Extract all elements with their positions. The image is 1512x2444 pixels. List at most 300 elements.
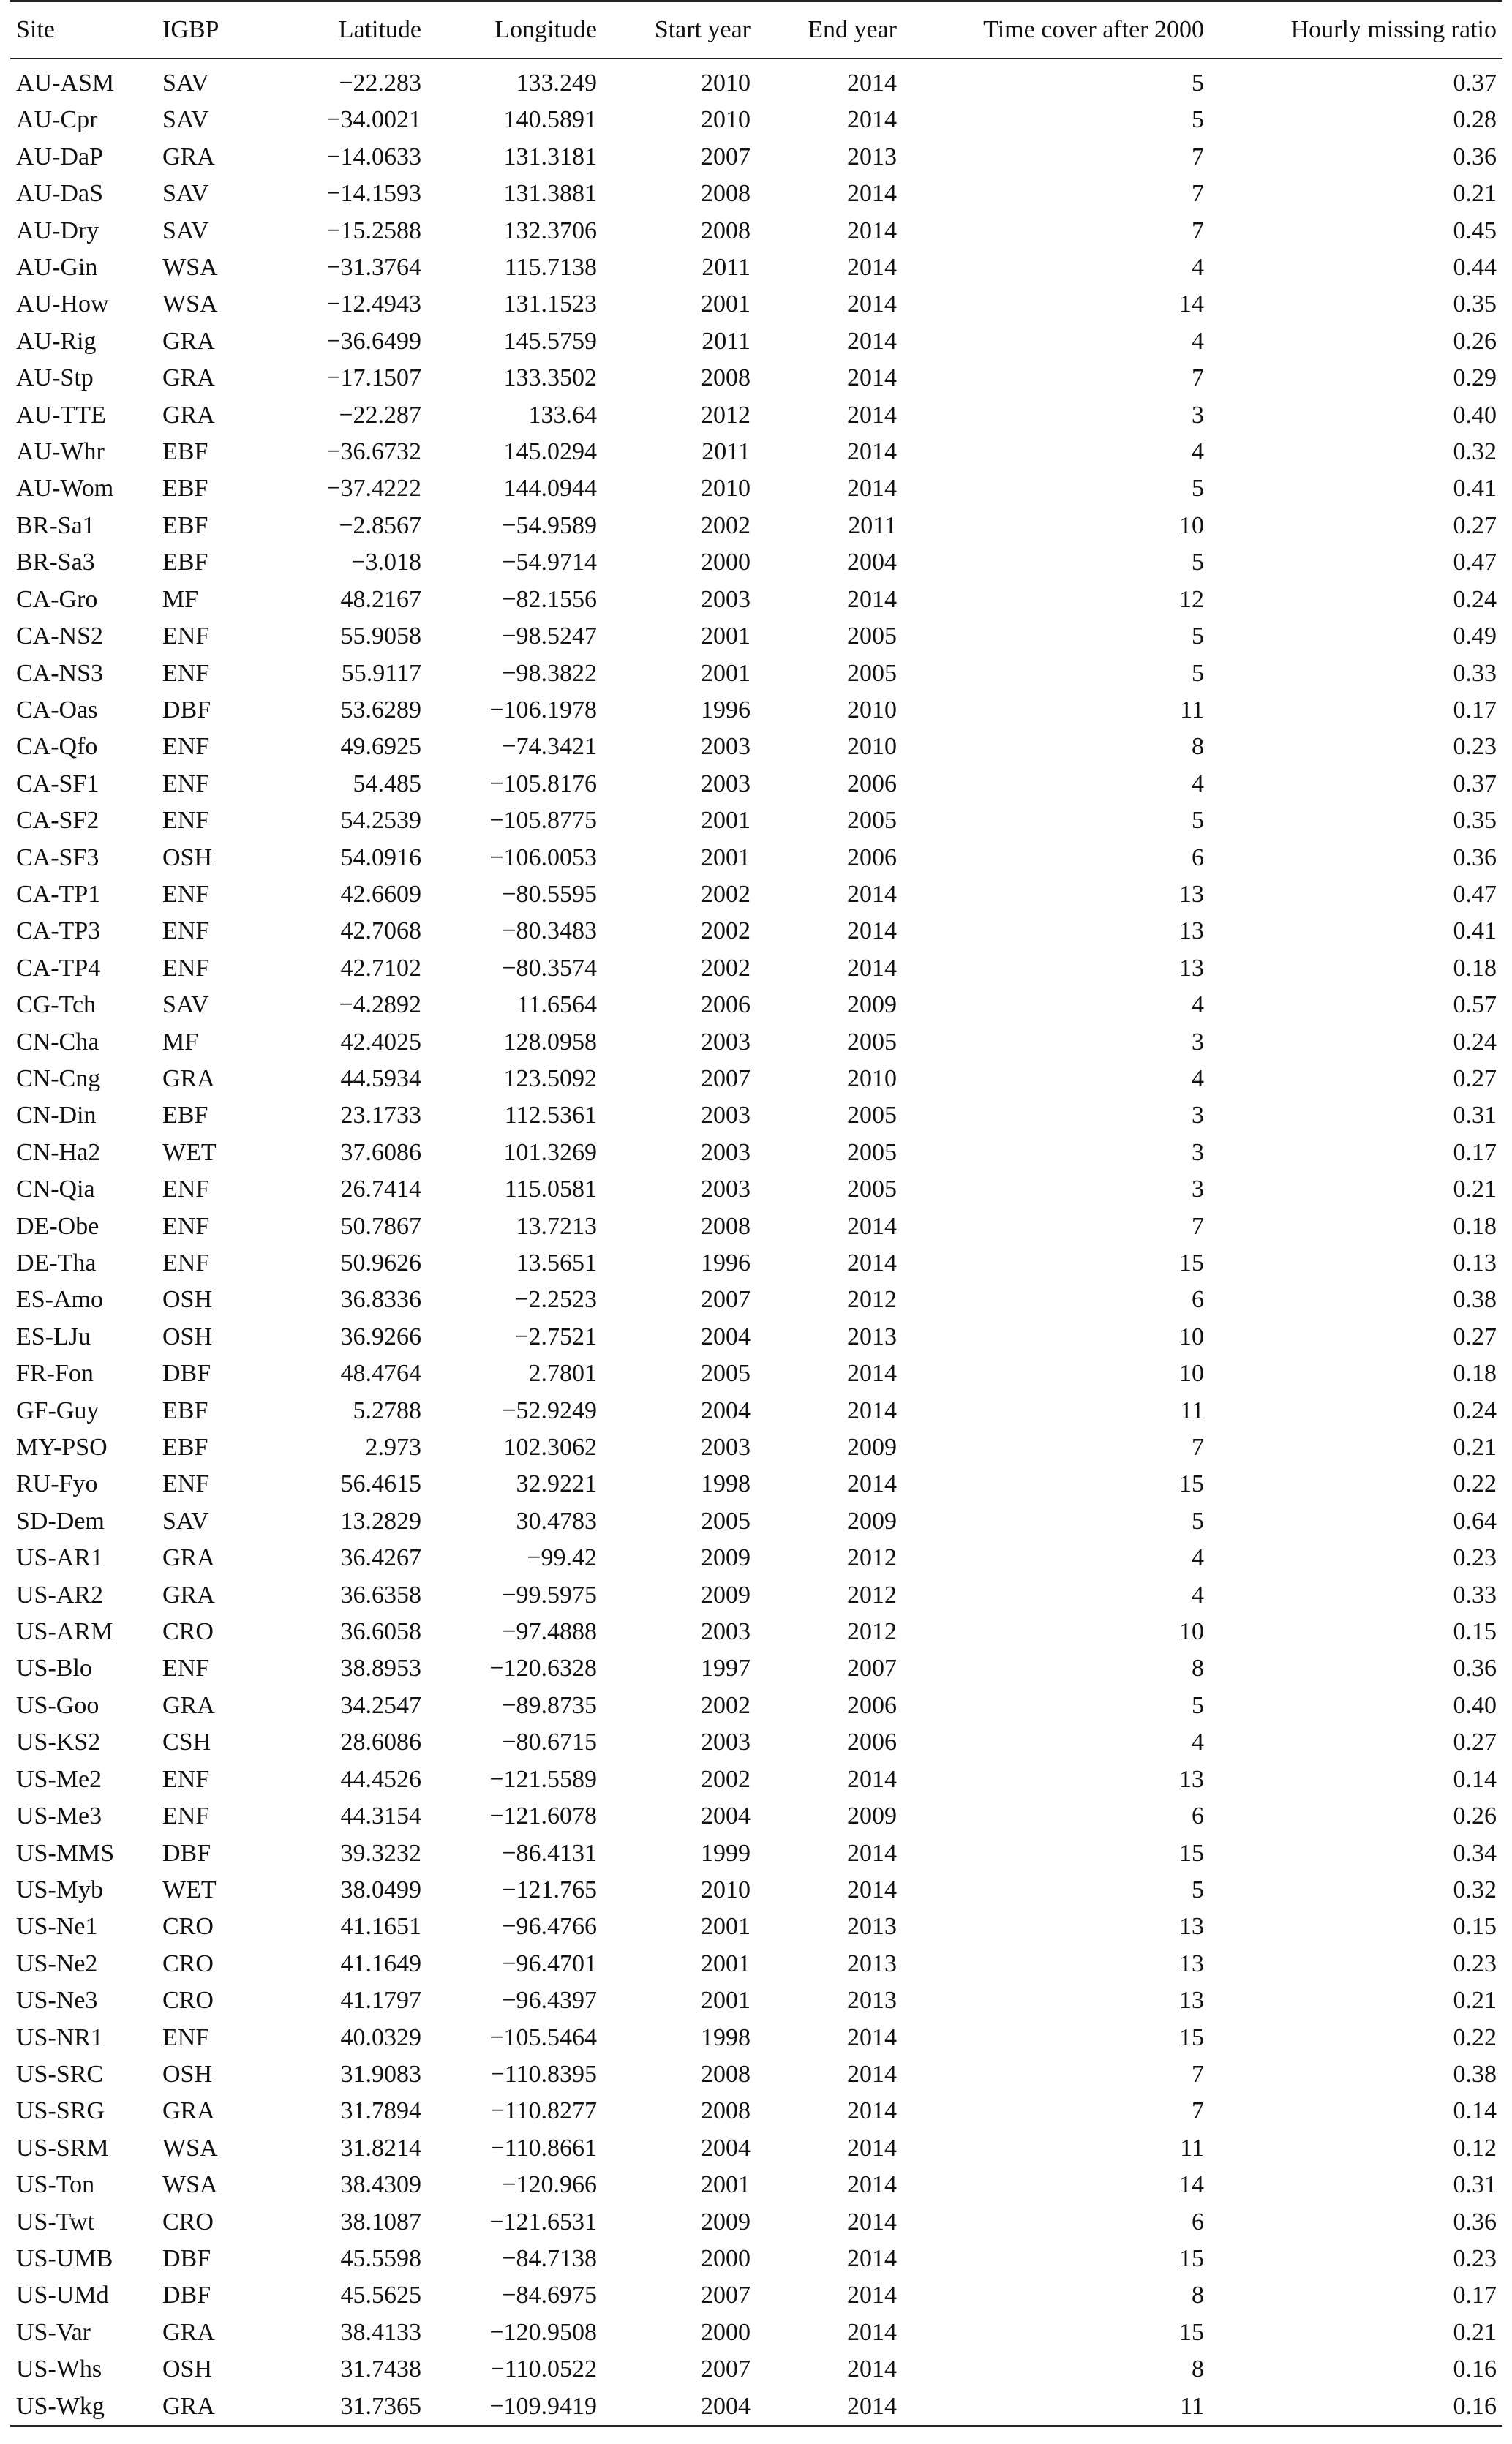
cell-latitude: 56.4615 <box>340 1470 421 1498</box>
cell-longitude: 131.1523 <box>503 290 597 318</box>
table-row <box>10 213 1502 249</box>
cell-hourly-missing: 0.23 <box>1453 2244 1497 2272</box>
table-row <box>10 913 1502 950</box>
cell-hourly-missing: 0.17 <box>1453 696 1497 723</box>
cell-time-cover: 15 <box>1179 2244 1204 2272</box>
cell-hourly-missing: 0.22 <box>1453 2023 1497 2051</box>
cell-time-cover: 5 <box>1192 623 1204 650</box>
cell-start-year: 2007 <box>701 143 751 170</box>
cell-start-year: 2008 <box>701 217 751 244</box>
cell-time-cover: 5 <box>1192 69 1204 97</box>
table-row <box>10 1798 1502 1835</box>
cell-hourly-missing: 0.24 <box>1453 585 1497 613</box>
cell-end-year: 2014 <box>847 475 897 503</box>
cell-latitude: 50.7867 <box>340 1212 421 1240</box>
cell-time-cover: 5 <box>1192 549 1204 576</box>
cell-longitude: −121.5589 <box>489 1765 597 1793</box>
cell-igbp: CRO <box>162 1949 214 1977</box>
cell-time-cover: 13 <box>1179 954 1204 982</box>
cell-longitude: −105.8775 <box>489 807 597 835</box>
cell-start-year: 2001 <box>701 659 751 687</box>
cell-hourly-missing: 0.32 <box>1453 438 1497 466</box>
cell-longitude: −105.8176 <box>489 770 597 797</box>
cell-latitude: −34.0021 <box>326 106 421 134</box>
cell-time-cover: 6 <box>1192 843 1204 871</box>
cell-time-cover: 11 <box>1180 2134 1204 2162</box>
cell-longitude: −98.5247 <box>502 623 597 650</box>
cell-latitude: 38.4309 <box>340 2171 421 2199</box>
cell-end-year: 2014 <box>847 106 897 134</box>
cell-start-year: 2002 <box>701 917 751 945</box>
cell-time-cover: 7 <box>1192 217 1204 244</box>
cell-hourly-missing: 0.18 <box>1453 1360 1497 1388</box>
cell-start-year: 2000 <box>701 2318 751 2346</box>
cell-start-year: 2011 <box>702 327 751 355</box>
cell-end-year: 2014 <box>847 2097 897 2125</box>
table-row <box>10 1835 1502 1872</box>
table-row <box>10 1909 1502 1945</box>
cell-hourly-missing: 0.26 <box>1453 1802 1497 1830</box>
cell-start-year: 2002 <box>701 880 751 908</box>
cell-time-cover: 4 <box>1192 1064 1204 1092</box>
cell-latitude: 28.6086 <box>340 1729 421 1756</box>
cell-longitude: −52.9249 <box>502 1396 597 1424</box>
cell-end-year: 2005 <box>847 1102 897 1129</box>
cell-longitude: −96.4766 <box>502 1913 597 1941</box>
header-longitude: Longitude <box>427 1 603 59</box>
cell-start-year: 2010 <box>701 1876 751 1903</box>
cell-igbp: OSH <box>162 2060 213 2088</box>
cell-longitude: 115.0581 <box>504 1176 597 1203</box>
cell-hourly-missing: 0.38 <box>1453 2060 1497 2088</box>
cell-igbp: DBF <box>162 1839 211 1867</box>
cell-hourly-missing: 0.37 <box>1453 69 1497 97</box>
cell-igbp: OSH <box>162 1286 213 1314</box>
cell-end-year: 2006 <box>847 1729 897 1756</box>
cell-igbp: DBF <box>162 2282 211 2309</box>
cell-hourly-missing: 0.33 <box>1453 1581 1497 1609</box>
cell-start-year: 2004 <box>701 1396 751 1424</box>
cell-latitude: −3.018 <box>351 549 421 576</box>
cell-site: US-Myb <box>16 1876 104 1903</box>
cell-hourly-missing: 0.18 <box>1453 954 1497 982</box>
cell-start-year: 2004 <box>603 2388 756 2426</box>
cell-site: AU-Stp <box>16 364 94 392</box>
cell-end-year: 2014 <box>847 2023 897 2051</box>
cell-longitude: −84.6975 <box>502 2282 597 2309</box>
cell-time-cover: 5 <box>1192 1507 1204 1535</box>
cell-longitude: 145.5759 <box>503 327 597 355</box>
table-row <box>10 1946 1502 1982</box>
table-row <box>10 1650 1502 1687</box>
cell-time-cover: 4 <box>1192 327 1204 355</box>
cell-end-year: 2013 <box>847 143 897 170</box>
cell-site: AU-Gin <box>16 254 98 282</box>
cell-longitude: −110.8277 <box>490 2097 597 2125</box>
cell-start-year: 1998 <box>701 1470 751 1498</box>
cell-time-cover: 4 <box>1192 254 1204 282</box>
cell-latitude: 42.7102 <box>340 954 421 982</box>
table-row <box>10 876 1502 913</box>
cell-hourly-missing: 0.31 <box>1453 2171 1497 2199</box>
cell-latitude: 45.5625 <box>340 2282 421 2309</box>
cell-time-cover: 11 <box>1180 1396 1204 1424</box>
cell-latitude: 2.973 <box>365 1434 421 1462</box>
cell-latitude: 37.6086 <box>340 1138 421 1166</box>
cell-longitude: 133.3502 <box>503 364 597 392</box>
table-row <box>10 176 1502 212</box>
table-row <box>10 544 1502 581</box>
cell-start-year: 2007 <box>701 1286 751 1314</box>
cell-igbp: GRA <box>162 2318 215 2346</box>
cell-site: BR-Sa1 <box>16 511 95 539</box>
cell-latitude: 48.4764 <box>340 1360 421 1388</box>
cell-site: US-Whs <box>16 2355 102 2383</box>
cell-igbp: OSH <box>162 1323 213 1350</box>
cell-igbp: ENF <box>162 659 210 687</box>
cell-start-year: 2001 <box>701 807 751 835</box>
table-row <box>10 1393 1502 1429</box>
cell-time-cover: 4 <box>1192 1544 1204 1572</box>
cell-site: ES-Amo <box>16 1286 103 1314</box>
cell-start-year: 2010 <box>701 69 751 97</box>
cell-latitude: 39.3232 <box>340 1839 421 1867</box>
cell-latitude: 36.9266 <box>340 1323 421 1350</box>
cell-time-cover: 15 <box>1179 2023 1204 2051</box>
table-row <box>10 729 1502 765</box>
cell-longitude: 115.7138 <box>504 254 597 282</box>
cell-latitude: 31.7365 <box>237 2388 427 2426</box>
cell-end-year: 2014 <box>847 954 897 982</box>
cell-site: CA-TP3 <box>16 917 101 945</box>
cell-igbp: EBF <box>162 1396 208 1424</box>
cell-hourly-missing: 0.21 <box>1453 1987 1497 2015</box>
cell-igbp: ENF <box>162 1765 210 1793</box>
cell-latitude: 48.2167 <box>340 585 421 613</box>
cell-igbp: OSH <box>162 843 213 871</box>
cell-start-year: 2005 <box>701 1507 751 1535</box>
cell-igbp: ENF <box>162 1655 210 1682</box>
cell-hourly-missing: 0.37 <box>1453 770 1497 797</box>
cell-time-cover: 4 <box>1192 1581 1204 1609</box>
cell-start-year: 2004 <box>701 1323 751 1350</box>
table-row <box>10 618 1502 655</box>
cell-start-year: 2001 <box>701 1913 751 1941</box>
cell-site: US-ARM <box>16 1618 113 1646</box>
cell-longitude: 30.4783 <box>516 1507 597 1535</box>
cell-latitude: −14.0633 <box>326 143 421 170</box>
cell-start-year: 2003 <box>701 1028 751 1056</box>
table-row <box>10 2020 1502 2056</box>
table-row <box>10 692 1502 729</box>
cell-hourly-missing: 0.22 <box>1453 1470 1497 1498</box>
cell-end-year: 2014 <box>847 364 897 392</box>
cell-time-cover: 3 <box>1192 1102 1204 1129</box>
table-row <box>10 1688 1502 1724</box>
cell-hourly-missing: 0.13 <box>1453 1249 1497 1276</box>
cell-end-year: 2014 <box>847 290 897 318</box>
cell-igbp: ENF <box>162 1802 210 1830</box>
cell-site: AU-How <box>16 290 109 318</box>
cell-igbp: GRA <box>162 401 215 429</box>
cell-longitude: −2.7521 <box>514 1323 597 1350</box>
cell-latitude: −15.2588 <box>326 217 421 244</box>
cell-end-year: 2014 <box>847 217 897 244</box>
cell-time-cover: 7 <box>1192 143 1204 170</box>
cell-end-year: 2005 <box>847 1138 897 1166</box>
cell-time-cover: 13 <box>1179 1765 1204 1793</box>
cell-igbp: DBF <box>162 696 211 723</box>
cell-end-year: 2013 <box>847 1987 897 2015</box>
table-row <box>10 1282 1502 1318</box>
cell-igbp: GRA <box>162 1691 215 1719</box>
cell-site: AU-Dry <box>16 217 99 244</box>
cell-longitude: −106.0053 <box>489 843 597 871</box>
cell-site: CN-Din <box>16 1102 97 1129</box>
cell-end-year: 2014 <box>847 1212 897 1240</box>
cell-igbp: CRO <box>162 2208 214 2236</box>
cell-latitude: −12.4943 <box>326 290 421 318</box>
cell-hourly-missing: 0.31 <box>1453 1102 1497 1129</box>
cell-hourly-missing: 0.23 <box>1453 1544 1497 1572</box>
cell-start-year: 2003 <box>701 1729 751 1756</box>
cell-hourly-missing: 0.36 <box>1453 2208 1497 2236</box>
cell-igbp: DBF <box>162 1360 211 1388</box>
cell-start-year: 1999 <box>701 1839 751 1867</box>
cell-igbp: ENF <box>162 623 210 650</box>
cell-site: US-SRG <box>16 2097 105 2125</box>
cell-site: US-Me3 <box>16 1802 102 1830</box>
cell-hourly-missing: 0.14 <box>1453 2097 1497 2125</box>
cell-igbp: WET <box>162 1138 217 1166</box>
cell-hourly-missing: 0.21 <box>1453 180 1497 208</box>
cell-site: US-Ne2 <box>16 1949 98 1977</box>
cell-longitude: −120.6328 <box>489 1655 597 1682</box>
cell-end-year: 2005 <box>847 1176 897 1203</box>
cell-longitude: −86.4131 <box>502 1839 597 1867</box>
cell-site: US-AR2 <box>16 1581 104 1609</box>
cell-time-cover: 15 <box>1179 1470 1204 1498</box>
cell-latitude: 44.4526 <box>340 1765 421 1793</box>
cell-site: DE-Obe <box>16 1212 99 1240</box>
table-row <box>10 1872 1502 1909</box>
cell-site: CA-Gro <box>16 585 98 613</box>
cell-igbp: SAV <box>162 217 209 244</box>
cell-time-cover: 13 <box>1179 1949 1204 1977</box>
cell-time-cover: 7 <box>1192 2097 1204 2125</box>
cell-hourly-missing: 0.41 <box>1453 475 1497 503</box>
cell-time-cover: 5 <box>1192 659 1204 687</box>
table-row <box>10 102 1502 138</box>
header-latitude: Latitude <box>237 1 427 59</box>
cell-time-cover: 3 <box>1192 1028 1204 1056</box>
cell-latitude: 38.1087 <box>340 2208 421 2236</box>
cell-igbp: GRA <box>162 364 215 392</box>
table-row <box>10 840 1502 876</box>
cell-latitude: −36.6732 <box>326 438 421 466</box>
cell-end-year: 2014 <box>847 1360 897 1388</box>
cell-start-year: 1996 <box>701 696 751 723</box>
cell-igbp: GRA <box>162 2097 215 2125</box>
cell-hourly-missing: 0.44 <box>1453 254 1497 282</box>
cell-latitude: −31.3764 <box>326 254 421 282</box>
table-row <box>10 1429 1502 1466</box>
cell-longitude: −99.5975 <box>502 1581 597 1609</box>
cell-latitude: 41.1649 <box>340 1949 421 1977</box>
cell-hourly-missing: 0.23 <box>1453 733 1497 761</box>
cell-site: CA-SF2 <box>16 807 99 835</box>
cell-longitude: −89.8735 <box>502 1691 597 1719</box>
cell-time-cover: 4 <box>1192 770 1204 797</box>
cell-hourly-missing: 0.35 <box>1453 807 1497 835</box>
cell-hourly-missing: 0.27 <box>1453 511 1497 539</box>
cell-latitude: −22.283 <box>339 69 421 97</box>
table-row <box>10 2241 1502 2277</box>
cell-time-cover: 7 <box>1192 2060 1204 2088</box>
cell-latitude: 41.1651 <box>340 1913 421 1941</box>
cell-time-cover: 8 <box>1192 2282 1204 2309</box>
cell-site: RU-Fyo <box>16 1470 98 1498</box>
cell-igbp: EBF <box>162 511 208 539</box>
cell-time-cover: 6 <box>1192 1286 1204 1314</box>
cell-end-year: 2010 <box>847 733 897 761</box>
table-row <box>10 1540 1502 1576</box>
table-row <box>10 360 1502 396</box>
table-row <box>10 2093 1502 2129</box>
cell-latitude: 38.0499 <box>340 1876 421 1903</box>
cell-end-year: 2014 <box>847 2355 897 2383</box>
cell-start-year: 2012 <box>701 401 751 429</box>
cell-igbp: CSH <box>162 1729 211 1756</box>
cell-start-year: 2003 <box>701 1176 751 1203</box>
cell-site: US-Goo <box>16 1691 99 1719</box>
cell-igbp: ENF <box>162 733 210 761</box>
cell-igbp: SAV <box>162 180 209 208</box>
cell-longitude: −80.3483 <box>502 917 597 945</box>
table-row <box>10 1135 1502 1171</box>
cell-end-year: 2006 <box>847 843 897 871</box>
cell-longitude: −105.5464 <box>489 2023 597 2051</box>
cell-longitude: 13.7213 <box>516 1212 597 1240</box>
table-row <box>10 1024 1502 1061</box>
cell-start-year: 2003 <box>701 1618 751 1646</box>
cell-start-year: 2007 <box>701 2282 751 2309</box>
cell-latitude: 36.8336 <box>340 1286 421 1314</box>
cell-longitude: 112.5361 <box>504 1102 597 1129</box>
table-row <box>10 950 1502 987</box>
cell-time-cover: 7 <box>1192 1212 1204 1240</box>
header-site: Site <box>10 1 157 59</box>
cell-longitude: 32.9221 <box>516 1470 597 1498</box>
table-row <box>10 1982 1502 2019</box>
cell-igbp: CRO <box>162 1987 214 2015</box>
cell-end-year: 2014 <box>847 585 897 613</box>
cell-hourly-missing: 0.47 <box>1453 880 1497 908</box>
header-start-year: Start year <box>603 1 756 59</box>
cell-longitude: −84.7138 <box>502 2244 597 2272</box>
cell-time-cover: 15 <box>1179 1839 1204 1867</box>
cell-start-year: 2008 <box>701 2060 751 2088</box>
cell-longitude: −54.9714 <box>502 549 597 576</box>
table-row <box>10 802 1502 839</box>
cell-longitude: 144.0944 <box>503 475 597 503</box>
cell-time-cover: 6 <box>1192 1802 1204 1830</box>
cell-start-year: 2008 <box>701 1212 751 1240</box>
cell-longitude: 132.3706 <box>503 217 597 244</box>
cell-time-cover: 11 <box>1180 696 1204 723</box>
cell-longitude: −82.1556 <box>502 585 597 613</box>
cell-start-year: 2000 <box>701 2244 751 2272</box>
cell-start-year: 2002 <box>701 1765 751 1793</box>
cell-hourly-missing: 0.64 <box>1453 1507 1497 1535</box>
cell-latitude: 5.2788 <box>353 1396 421 1424</box>
cell-longitude: −106.1978 <box>489 696 597 723</box>
cell-longitude: 123.5092 <box>503 1064 597 1092</box>
cell-site: AU-TTE <box>16 401 106 429</box>
cell-site: CG-Tch <box>16 991 97 1019</box>
cell-site: CN-Ha2 <box>16 1138 101 1166</box>
cell-end-year: 2009 <box>847 991 897 1019</box>
cell-time-cover: 3 <box>1192 1138 1204 1166</box>
cell-end-year: 2014 <box>847 917 897 945</box>
cell-hourly-missing: 0.17 <box>1453 2282 1497 2309</box>
cell-latitude: −22.287 <box>339 401 421 429</box>
cell-igbp: ENF <box>162 1249 210 1276</box>
table-row <box>10 323 1502 360</box>
cell-start-year: 2003 <box>701 1102 751 1129</box>
cell-start-year: 2009 <box>701 2208 751 2236</box>
table-row <box>10 1208 1502 1245</box>
cell-longitude: −120.966 <box>502 2171 597 2199</box>
cell-end-year: 2013 <box>847 1949 897 1977</box>
cell-igbp: ENF <box>162 770 210 797</box>
cell-time-cover: 14 <box>1179 2171 1204 2199</box>
cell-start-year: 2001 <box>701 2171 751 2199</box>
cell-site: CA-NS3 <box>16 659 104 687</box>
cell-hourly-missing: 0.12 <box>1453 2134 1497 2162</box>
cell-time-cover: 4 <box>1192 1729 1204 1756</box>
cell-longitude: −74.3421 <box>502 733 597 761</box>
cell-start-year: 2006 <box>701 991 751 1019</box>
cell-latitude: 13.2829 <box>340 1507 421 1535</box>
cell-end-year: 2014 <box>756 2388 903 2426</box>
cell-time-cover: 11 <box>903 2388 1210 2426</box>
cell-igbp: GRA <box>162 1064 215 1092</box>
cell-start-year: 2003 <box>701 770 751 797</box>
cell-end-year: 2014 <box>847 1249 897 1276</box>
cell-hourly-missing: 0.27 <box>1453 1729 1497 1756</box>
cell-igbp: ENF <box>162 917 210 945</box>
cell-longitude: 140.5891 <box>503 106 597 134</box>
cell-latitude: 36.6358 <box>340 1581 421 1609</box>
cell-longitude: −96.4397 <box>502 1987 597 2015</box>
cell-hourly-missing: 0.34 <box>1453 1839 1497 1867</box>
cell-end-year: 2012 <box>847 1581 897 1609</box>
cell-time-cover: 7 <box>1192 1434 1204 1462</box>
cell-hourly-missing: 0.14 <box>1453 1765 1497 1793</box>
cell-igbp: GRA <box>162 1544 215 1572</box>
header-end-year: End year <box>756 1 903 59</box>
cell-time-cover: 5 <box>1192 807 1204 835</box>
cell-time-cover: 4 <box>1192 991 1204 1019</box>
cell-end-year: 2013 <box>847 1913 897 1941</box>
cell-end-year: 2014 <box>847 2171 897 2199</box>
table-row <box>10 2388 1502 2426</box>
cell-longitude: 13.5651 <box>516 1249 597 1276</box>
cell-start-year: 2002 <box>701 1691 751 1719</box>
cell-longitude: −80.6715 <box>502 1729 597 1756</box>
cell-end-year: 2014 <box>847 1765 897 1793</box>
